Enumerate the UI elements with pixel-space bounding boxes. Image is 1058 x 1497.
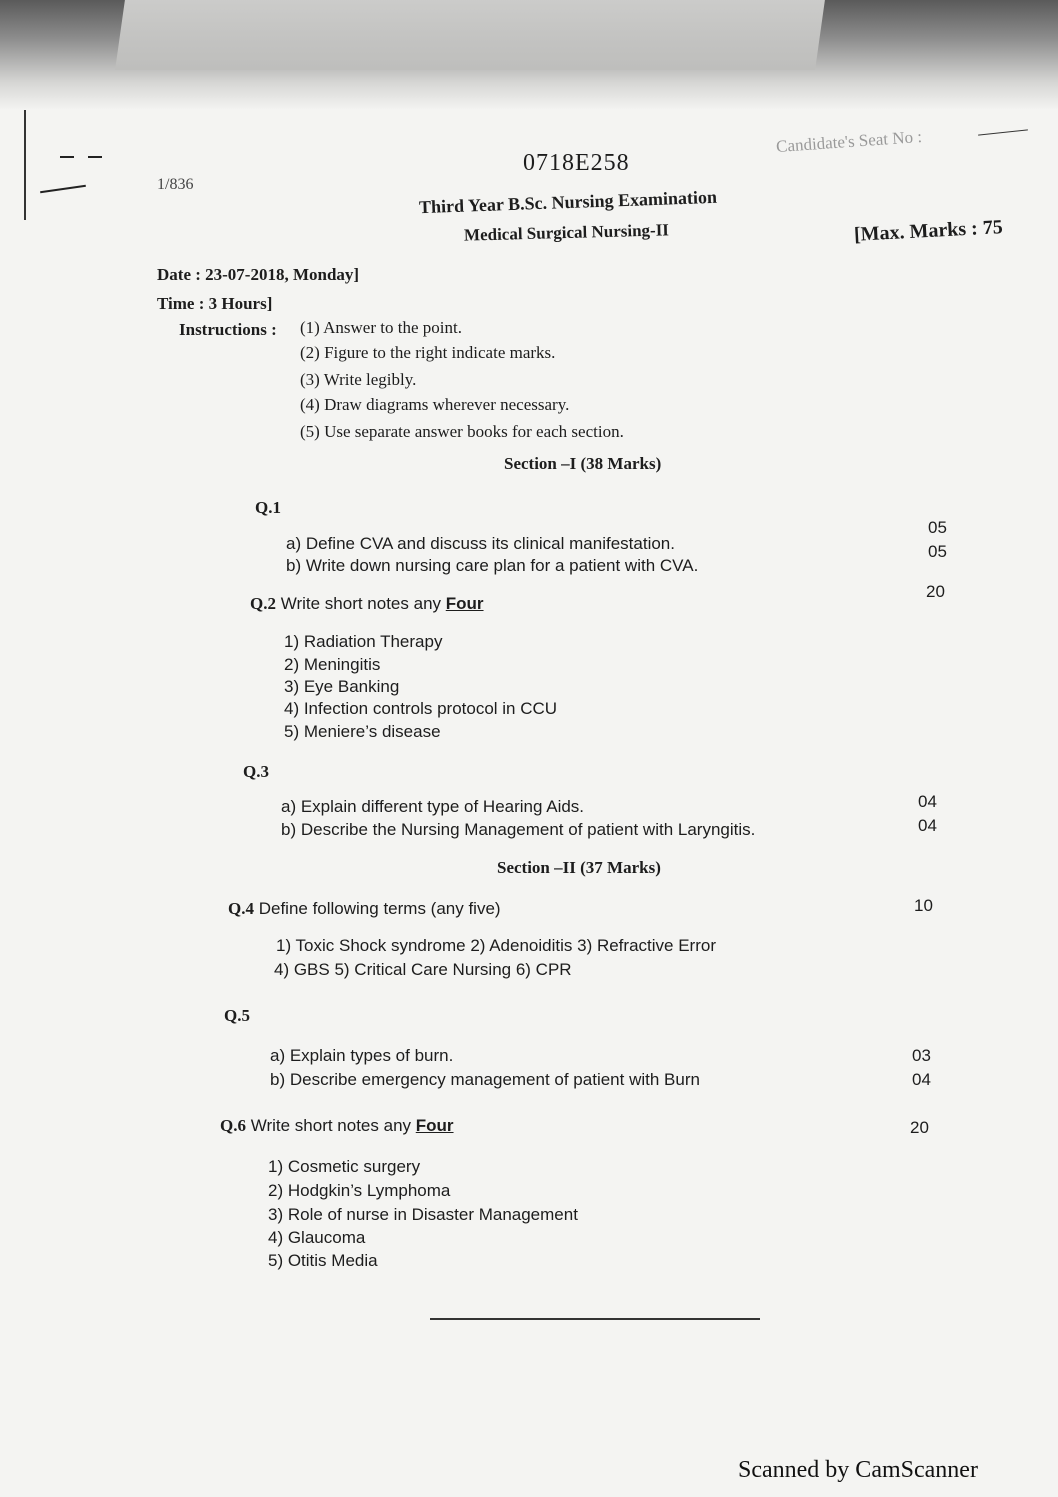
question-6-emphasis: Four bbox=[415, 1116, 454, 1135]
question-2-emphasis: Four bbox=[445, 594, 484, 613]
question-2-prompt: Write short notes any bbox=[275, 594, 446, 613]
question-6-prompt: Write short notes any bbox=[245, 1116, 416, 1135]
question-1b: b) Write down nursing care plan for a patient with CVA. bbox=[286, 556, 699, 575]
question-5a-marks: 03 bbox=[912, 1046, 931, 1065]
question-5-label: Q.5 bbox=[224, 1006, 250, 1025]
question-2-marks: 20 bbox=[926, 582, 945, 601]
section-2-title: Section –II (37 Marks) bbox=[497, 858, 661, 877]
instruction-item: (1) Answer to the point. bbox=[300, 318, 462, 337]
question-3b: b) Describe the Nursing Management of patient with Laryngitis. bbox=[281, 820, 756, 839]
question-2-item: 3) Eye Banking bbox=[284, 677, 400, 696]
question-3-label: Q.3 bbox=[243, 762, 269, 781]
question-1b-marks: 05 bbox=[928, 542, 947, 561]
subject-title: Medical Surgical Nursing-II bbox=[463, 220, 670, 245]
scanner-watermark: Scanned by CamScanner bbox=[738, 1457, 978, 1483]
question-6-item: 3) Role of nurse in Disaster Management bbox=[268, 1205, 578, 1224]
question-5a: a) Explain types of burn. bbox=[270, 1046, 454, 1065]
question-2-item: 1) Radiation Therapy bbox=[284, 632, 443, 651]
margin-mark bbox=[60, 156, 74, 158]
question-6-item: 4) Glaucoma bbox=[268, 1228, 366, 1247]
margin-mark bbox=[88, 156, 102, 158]
end-of-paper-line bbox=[430, 1318, 760, 1320]
question-3a: a) Explain different type of Hearing Aids. bbox=[281, 797, 585, 816]
question-2-item: 4) Infection controls protocol in CCU bbox=[284, 699, 558, 718]
instruction-item: (2) Figure to the right indicate marks. bbox=[300, 343, 556, 362]
question-2-label: Q.2 bbox=[250, 594, 276, 613]
question-6-item: 5) Otitis Media bbox=[268, 1251, 378, 1270]
question-4 bbox=[228, 899, 501, 919]
overlapping-paper-edge bbox=[115, 0, 825, 70]
exam-time: Time : 3 Hours] bbox=[157, 294, 273, 313]
instructions-label: Instructions : bbox=[179, 320, 277, 339]
question-6-label: Q.6 bbox=[220, 1116, 246, 1135]
seat-number-blank bbox=[978, 129, 1028, 135]
question-4-terms-line: 1) Toxic Shock syndrome 2) Adenoiditis 3) Refractive Error bbox=[276, 936, 716, 955]
question-6-item: 2) Hodgkin’s Lymphoma bbox=[268, 1181, 451, 1200]
question-1-label: Q.1 bbox=[255, 498, 281, 517]
question-4-prompt: Define following terms (any five) bbox=[253, 899, 501, 918]
question-6 bbox=[220, 1116, 454, 1136]
question-2-item: 5) Meniere’s disease bbox=[284, 722, 441, 741]
question-5b: b) Describe emergency management of patient with Burn bbox=[270, 1070, 700, 1089]
exam-title: Third Year B.Sc. Nursing Examination bbox=[418, 186, 718, 218]
instruction-item: (4) Draw diagrams wherever necessary. bbox=[300, 395, 570, 414]
question-4-label: Q.4 bbox=[228, 899, 254, 918]
question-6-marks: 20 bbox=[910, 1118, 929, 1137]
question-2-item: 2) Meningitis bbox=[284, 655, 381, 674]
question-3a-marks: 04 bbox=[918, 792, 937, 811]
question-1a: a) Define CVA and discuss its clinical manifestation. bbox=[286, 534, 675, 553]
question-1a-marks: 05 bbox=[928, 518, 947, 537]
seat-number-label: Candidate's Seat No : bbox=[775, 126, 923, 157]
question-4-terms-line: 4) GBS 5) Critical Care Nursing 6) CPR bbox=[274, 960, 572, 979]
question-4-marks: 10 bbox=[914, 896, 933, 915]
exam-date: Date : 23-07-2018, Monday] bbox=[157, 265, 360, 284]
margin-mark bbox=[40, 185, 86, 193]
max-marks: [Max. Marks : 75 bbox=[853, 216, 1004, 246]
section-1-title: Section –I (38 Marks) bbox=[504, 454, 662, 473]
paper-code: 0718E258 bbox=[523, 150, 630, 176]
question-5b-marks: 04 bbox=[912, 1070, 931, 1089]
instruction-item: (5) Use separate answer books for each section. bbox=[300, 422, 624, 441]
serial-number: 1/836 bbox=[157, 176, 194, 193]
question-3b-marks: 04 bbox=[918, 816, 937, 835]
margin-mark bbox=[24, 110, 26, 220]
question-6-item: 1) Cosmetic surgery bbox=[268, 1157, 421, 1176]
question-2 bbox=[250, 594, 484, 614]
instruction-item: (3) Write legibly. bbox=[300, 370, 417, 389]
